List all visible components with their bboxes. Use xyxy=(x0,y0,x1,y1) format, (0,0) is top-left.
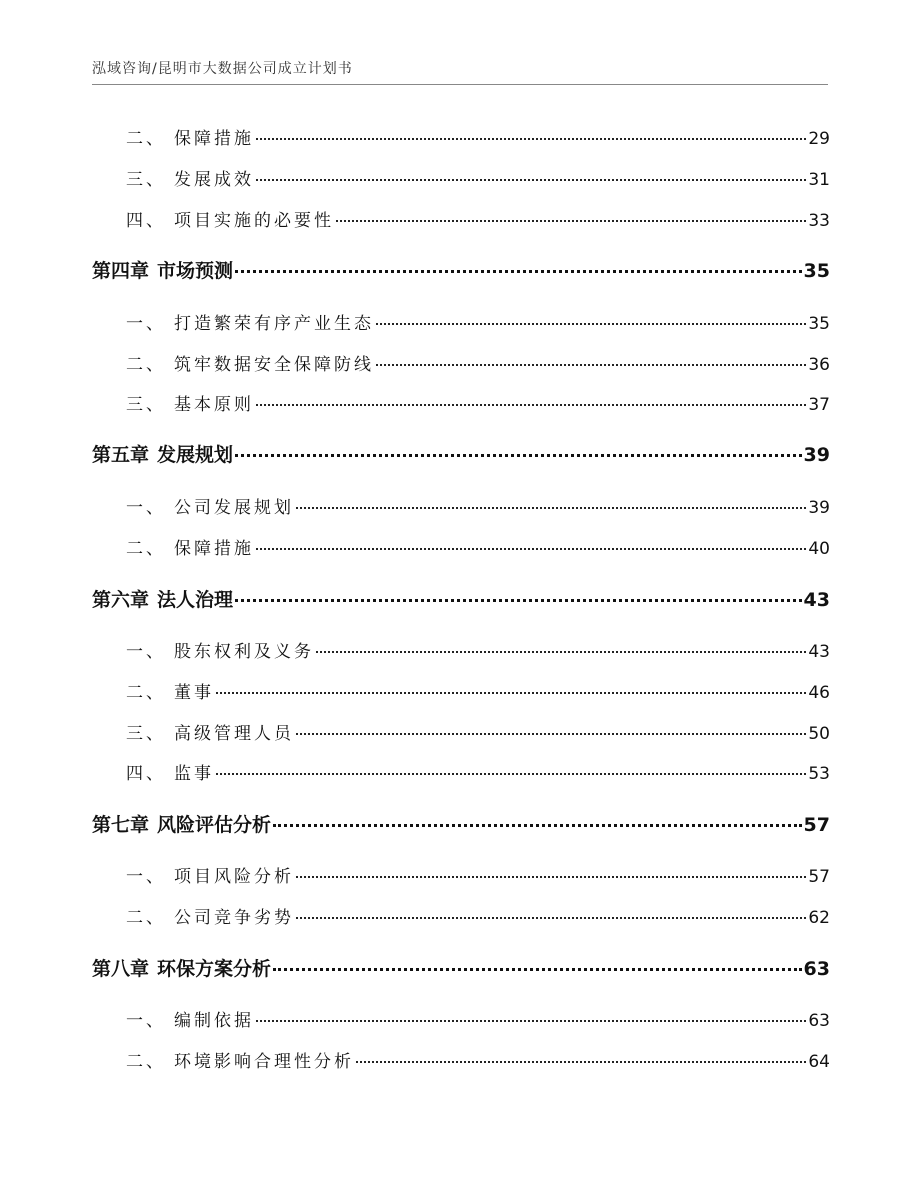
toc-entry-title: 项目风险分析 xyxy=(174,867,294,887)
toc-entry-number: 第四章 xyxy=(92,260,150,282)
toc-entry-title: 环境影响合理性分析 xyxy=(174,1052,354,1072)
toc-page-number: 64 xyxy=(808,1052,830,1072)
toc-entry-number: 二、 xyxy=(126,129,166,149)
dot-leader xyxy=(256,548,806,550)
dot-leader xyxy=(235,599,802,602)
dot-leader xyxy=(256,1020,806,1022)
toc-section-entry[interactable] xyxy=(92,862,830,887)
toc-entry-title: 基本原则 xyxy=(174,395,254,415)
dot-leader xyxy=(376,364,806,366)
toc-page-number: 39 xyxy=(803,444,830,466)
toc-entry-number: 二、 xyxy=(126,355,166,375)
dot-leader xyxy=(296,733,806,735)
dot-leader xyxy=(273,968,802,971)
toc-section-entry[interactable] xyxy=(92,903,830,928)
toc-page-number: 43 xyxy=(808,642,830,662)
dot-leader xyxy=(296,507,806,509)
dot-leader xyxy=(216,692,806,694)
toc-entry-number: 一、 xyxy=(126,1011,166,1031)
dot-leader xyxy=(235,270,802,273)
toc-page-number: 35 xyxy=(803,260,830,282)
toc-page-number: 63 xyxy=(808,1011,830,1031)
toc-section-entry[interactable] xyxy=(92,1047,830,1072)
toc-page-number: 40 xyxy=(808,539,830,559)
dot-leader xyxy=(336,220,806,222)
dot-leader xyxy=(296,876,806,878)
toc-entry-number: 第七章 xyxy=(92,814,150,836)
toc-entry-number: 四、 xyxy=(126,211,166,231)
toc-entry-title: 筑牢数据安全保障防线 xyxy=(174,355,374,375)
toc-entry-number: 第五章 xyxy=(92,444,150,466)
toc-entry-number: 第八章 xyxy=(92,958,150,980)
toc-entry-title: 公司竞争劣势 xyxy=(174,908,294,928)
toc-page-number: 46 xyxy=(808,683,830,703)
toc-section-entry[interactable] xyxy=(92,350,830,375)
toc-entry-title: 市场预测 xyxy=(157,260,234,282)
dot-leader xyxy=(356,1061,806,1063)
toc-chapter-entry[interactable] xyxy=(92,810,830,837)
toc-page-number: 57 xyxy=(808,867,830,887)
toc-section-entry[interactable] xyxy=(92,493,830,518)
dot-leader xyxy=(376,323,806,325)
toc-entry-number: 四、 xyxy=(126,764,166,784)
toc-page-number: 29 xyxy=(808,129,830,149)
toc-entry-title: 打造繁荣有序产业生态 xyxy=(174,314,374,334)
toc-section-entry[interactable] xyxy=(92,165,830,190)
dot-leader xyxy=(256,179,806,181)
toc-page-number: 36 xyxy=(808,355,830,375)
toc-entry-title: 保障措施 xyxy=(174,539,254,559)
toc-entry-title: 项目实施的必要性 xyxy=(174,211,334,231)
toc-entry-number: 一、 xyxy=(126,642,166,662)
toc-chapter-entry[interactable] xyxy=(92,954,830,981)
dot-leader xyxy=(273,824,802,827)
dot-leader xyxy=(316,651,806,653)
toc-section-entry[interactable] xyxy=(92,534,830,559)
toc-entry-title: 发展规划 xyxy=(157,444,234,466)
toc-entry-title: 保障措施 xyxy=(174,129,254,149)
toc-entry-number: 二、 xyxy=(126,539,166,559)
toc-page-number: 57 xyxy=(803,814,830,836)
toc-chapter-entry[interactable] xyxy=(92,440,830,467)
toc-entry-title: 监事 xyxy=(174,764,214,784)
toc-entry-number: 一、 xyxy=(126,867,166,887)
toc-entry-number: 三、 xyxy=(126,724,166,744)
running-header: 泓域咨询/昆明市大数据公司成立计划书 xyxy=(92,61,353,77)
toc-entry-number: 二、 xyxy=(126,908,166,928)
toc-page-number: 35 xyxy=(808,314,830,334)
toc-page-number: 39 xyxy=(808,498,830,518)
toc-entry-title: 发展成效 xyxy=(174,170,254,190)
toc-page-number: 37 xyxy=(808,395,830,415)
toc-entry-title: 法人治理 xyxy=(157,589,234,611)
dot-leader xyxy=(235,454,802,457)
toc-entry-number: 三、 xyxy=(126,170,166,190)
toc-entry-number: 三、 xyxy=(126,395,166,415)
toc-page-number: 43 xyxy=(803,589,830,611)
toc-section-entry[interactable] xyxy=(92,390,830,415)
toc-section-entry[interactable] xyxy=(92,637,830,662)
toc-entry-number: 二、 xyxy=(126,1052,166,1072)
toc-entry-title: 高级管理人员 xyxy=(174,724,294,744)
dot-leader xyxy=(296,917,806,919)
toc-page-number: 62 xyxy=(808,908,830,928)
toc-section-entry[interactable] xyxy=(92,309,830,334)
toc-section-entry[interactable] xyxy=(92,124,830,149)
toc-page-number: 53 xyxy=(808,764,830,784)
toc-section-entry[interactable] xyxy=(92,719,830,744)
toc-page-number: 31 xyxy=(808,170,830,190)
toc-entry-number: 第六章 xyxy=(92,589,150,611)
toc-chapter-entry[interactable] xyxy=(92,256,830,283)
toc-entry-title: 董事 xyxy=(174,683,214,703)
toc-entry-title: 环保方案分析 xyxy=(157,958,272,980)
toc-page-number: 50 xyxy=(808,724,830,744)
toc-entry-title: 公司发展规划 xyxy=(174,498,294,518)
toc-entry-title: 编制依据 xyxy=(174,1011,254,1031)
toc-section-entry[interactable] xyxy=(92,678,830,703)
dot-leader xyxy=(256,138,806,140)
toc-chapter-entry[interactable] xyxy=(92,585,830,612)
toc-section-entry[interactable] xyxy=(92,1006,830,1031)
toc-entry-title: 风险评估分析 xyxy=(157,814,272,836)
dot-leader xyxy=(216,773,806,775)
toc-entry-number: 一、 xyxy=(126,498,166,518)
toc-entry-number: 二、 xyxy=(126,683,166,703)
toc-section-entry[interactable] xyxy=(92,206,830,231)
dot-leader xyxy=(256,404,806,406)
toc-section-entry[interactable] xyxy=(92,759,830,784)
toc-page-number: 63 xyxy=(803,958,830,980)
toc-page-number: 33 xyxy=(808,211,830,231)
toc-entry-number: 一、 xyxy=(126,314,166,334)
toc-entry-title: 股东权利及义务 xyxy=(174,642,314,662)
